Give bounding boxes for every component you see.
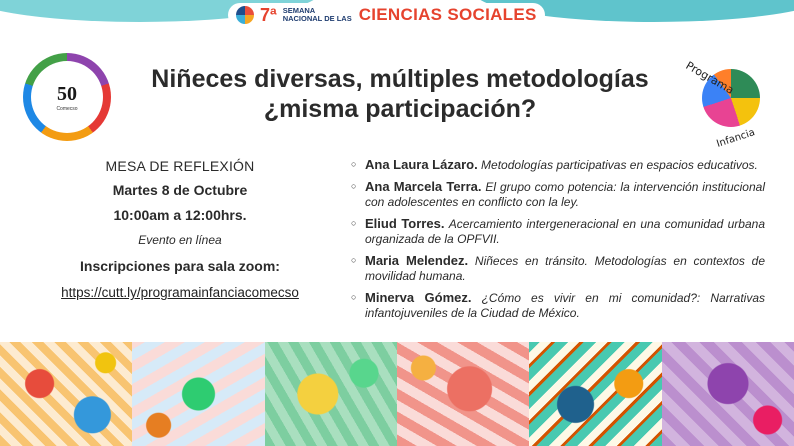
bullet-icon: ○ bbox=[351, 218, 357, 228]
page-title bbox=[130, 64, 670, 124]
illustration-strip bbox=[0, 342, 794, 446]
speaker-name: Maria Melendez. bbox=[365, 253, 469, 268]
event-info bbox=[30, 156, 330, 300]
speaker-topic: ¿Cómo es vivir en mi comunidad?: Narrativas infantojuveniles de la Ciudad de México. bbox=[365, 291, 765, 320]
speaker-name: Ana Marcela Terra. bbox=[365, 179, 482, 194]
speaker-name: Minerva Gómez. bbox=[365, 290, 472, 305]
event-time: 10:00am a 12:00hrs. bbox=[113, 207, 247, 223]
banner-edition: 7ª bbox=[260, 5, 277, 25]
logo-left-number: 50 bbox=[57, 82, 77, 105]
list-item bbox=[351, 179, 765, 210]
speaker-name: Eliud Torres. bbox=[365, 216, 445, 231]
event-type: MESA DE REFLEXIÓN bbox=[105, 158, 255, 174]
comecso-logo-icon bbox=[23, 53, 111, 141]
illustration-tile bbox=[132, 342, 264, 446]
illustration-tile bbox=[397, 342, 529, 446]
header-banner bbox=[0, 0, 794, 30]
bullet-icon: ○ bbox=[351, 159, 357, 169]
bullet-icon: ○ bbox=[351, 292, 357, 302]
event-date: Martes 8 de Octubre bbox=[112, 182, 248, 198]
illustration-tile bbox=[0, 342, 132, 446]
logo-right-text-bottom: Infancia bbox=[715, 127, 757, 150]
registration-label: Inscripciones para sala zoom: bbox=[80, 258, 280, 274]
logo-right-text-top: Programa bbox=[683, 59, 737, 97]
title-line-2: ¿misma participación? bbox=[263, 95, 537, 123]
programa-infancia-logo-icon bbox=[683, 55, 774, 150]
burst-logo-icon bbox=[236, 6, 254, 24]
bullet-icon: ○ bbox=[351, 181, 357, 191]
speakers-list bbox=[351, 157, 765, 327]
speaker-topic: El grupo como potencia: la intervención institucional con adolescentes en conflicto con la ley. bbox=[365, 180, 765, 209]
list-item bbox=[351, 253, 765, 284]
speaker-topic: Niñeces en tránsito. Metodologías en contextos de movilidad humana. bbox=[365, 254, 765, 283]
banner-brand bbox=[228, 3, 545, 27]
list-item bbox=[351, 157, 765, 173]
speaker-topic: Metodologías participativas en espacios educativos. bbox=[481, 158, 758, 172]
bullet-icon: ○ bbox=[351, 255, 357, 265]
list-item bbox=[351, 290, 765, 321]
title-line-1: Niñeces diversas, múltiples metodologías bbox=[151, 65, 649, 93]
speaker-topic: Acercamiento intergeneracional en una comunidad urbana organizada de la OPFVII. bbox=[365, 217, 765, 246]
illustration-tile bbox=[265, 342, 397, 446]
event-mode: Evento en línea bbox=[138, 233, 222, 247]
list-item bbox=[351, 216, 765, 247]
speaker-name: Ana Laura Lázaro. bbox=[365, 157, 478, 172]
banner-big-text: CIENCIAS SOCIALES bbox=[358, 5, 537, 24]
registration-link[interactable]: https://cutt.ly/programainfanciacomecso bbox=[61, 285, 299, 300]
banner-small-text: SEMANA NACIONAL DE LAS bbox=[282, 6, 352, 23]
illustration-tile bbox=[529, 342, 661, 446]
logo-left-caption: Comecso bbox=[56, 105, 78, 112]
illustration-tile bbox=[662, 342, 794, 446]
